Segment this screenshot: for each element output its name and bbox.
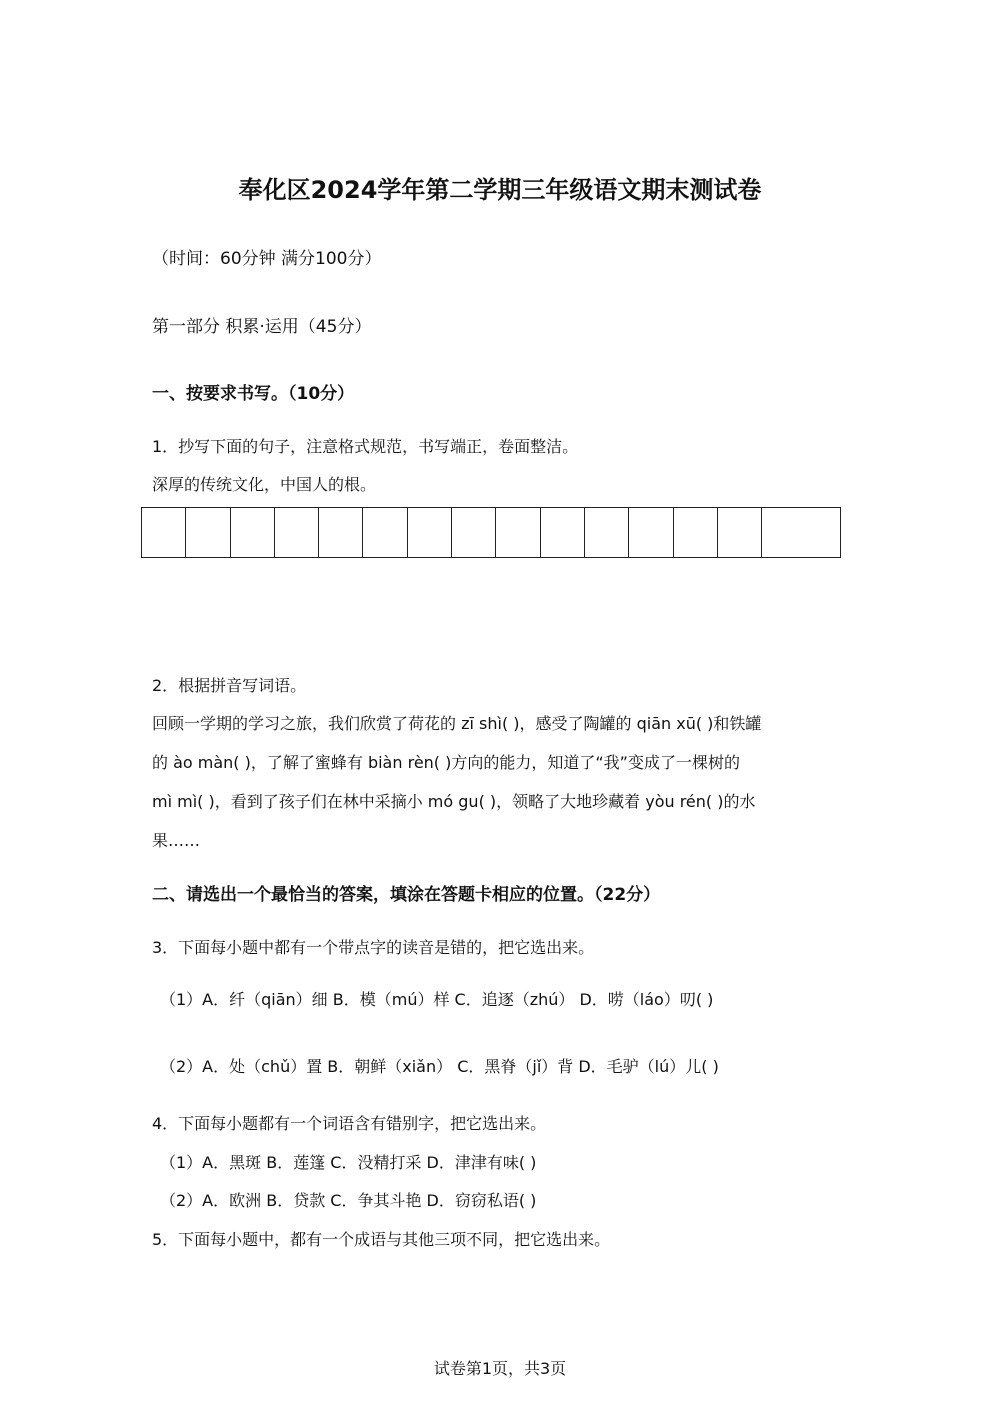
section-heading-1: 一、按要求书写。（10分） (152, 384, 355, 404)
question-2-prompt: 2．根据拼音写词语。 (152, 676, 307, 695)
writing-grid[interactable] (141, 507, 841, 558)
question-4-item: （1）A．黑斑 B．莲篷 C．没精打采 D．津津有味( ) (160, 1153, 537, 1172)
grid-cell[interactable] (585, 508, 629, 557)
question-4-prompt: 4．下面每小题都有一个词语含有错别字，把它选出来。 (152, 1114, 547, 1133)
question-5-prompt: 5．下面每小题中，都有一个成语与其他三项不同，把它选出来。 (152, 1230, 611, 1249)
question-3-item: （1）A．纤（qiān）细 B．模（mú）样 C．追逐（zhú） D．唠（láo）叨( ) (160, 990, 714, 1009)
grid-cell[interactable] (275, 508, 319, 557)
part-heading: 第一部分 积累·运用（45分） (152, 317, 372, 337)
grid-cell[interactable] (452, 508, 496, 557)
grid-cell[interactable] (674, 508, 718, 557)
question-4-item: （2）A．欧洲 B．贷款 C．争其斗艳 D．窃窃私语( ) (160, 1191, 537, 1210)
grid-cell[interactable] (142, 508, 186, 557)
exam-meta: （时间：60分钟 满分100分） (152, 249, 382, 269)
question-1-prompt: 1．抄写下面的句子，注意格式规范，书写端正，卷面整洁。 (152, 437, 579, 456)
grid-cell[interactable] (762, 508, 840, 557)
page-footer: 试卷第1页，共3页 (433, 1359, 567, 1378)
question-3-item: （2）A．处（chǔ）置 B．朝鲜（xiǎn） C．黑脊（jǐ）背 D．毛驴（lú）儿( ) (160, 1057, 719, 1076)
exam-title: 奉化区2024学年第二学期三年级语文期末测试卷 (238, 176, 762, 204)
section-heading-2: 二、请选出一个最恰当的答案，填涂在答题卡相应的位置。（22分） (152, 885, 661, 905)
grid-cell[interactable] (629, 508, 673, 557)
grid-cell[interactable] (363, 508, 407, 557)
question-3-prompt: 3．下面每小题中都有一个带点字的读音是错的，把它选出来。 (152, 938, 595, 957)
grid-cell[interactable] (186, 508, 230, 557)
question-1-sentence: 深厚的传统文化，中国人的根。 (152, 475, 377, 494)
question-2-line: 的 ào màn( )，了解了蜜蜂有 biàn rèn( )方向的能力，知道了“我”变成了一棵树的 (152, 753, 740, 772)
question-2-line: 果…… (152, 831, 201, 850)
grid-cell[interactable] (496, 508, 540, 557)
grid-cell[interactable] (718, 508, 762, 557)
question-2-line: 回顾一学期的学习之旅，我们欣赏了荷花的 zī shì( )，感受了陶罐的 qiān xū( )和铁罐 (152, 714, 762, 733)
grid-cell[interactable] (319, 508, 363, 557)
grid-cell[interactable] (408, 508, 452, 557)
question-2-line: mì mì( )，看到了孩子们在林中采摘小 mó gu( )，领略了大地珍藏着 yòu rén( )的水 (152, 792, 756, 811)
grid-cell[interactable] (541, 508, 585, 557)
grid-cell[interactable] (231, 508, 275, 557)
